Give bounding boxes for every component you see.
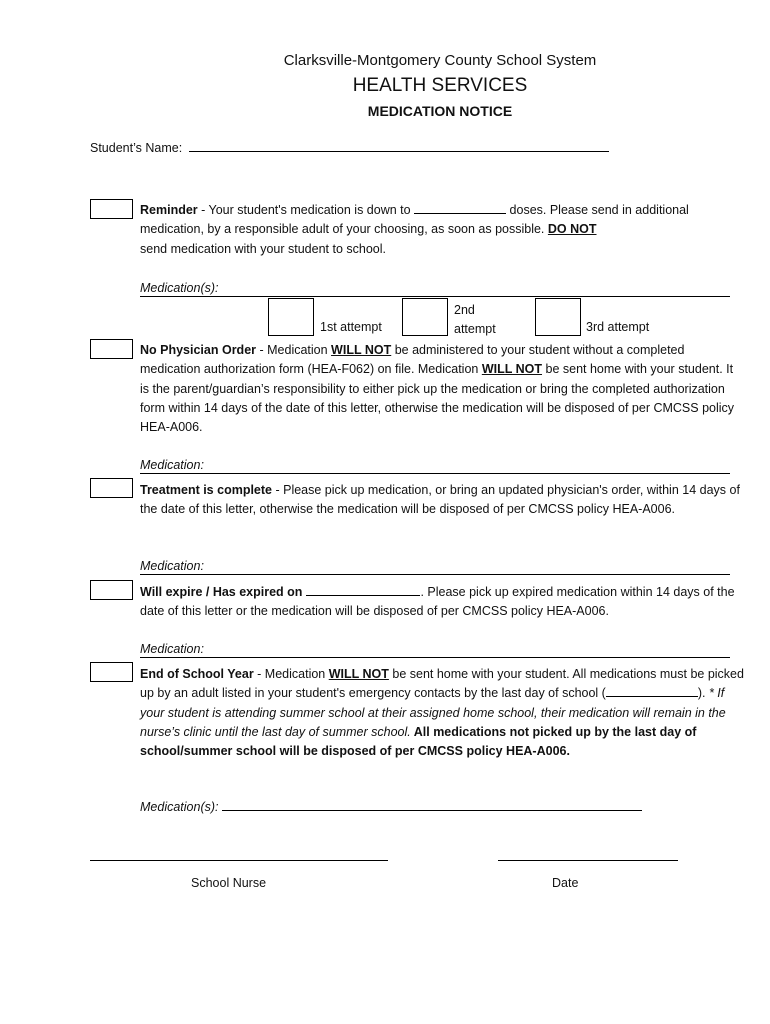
- date-label: Date: [552, 876, 579, 890]
- reminder-label: Reminder: [140, 203, 198, 217]
- treatment-medication-line[interactable]: Medication:: [140, 559, 730, 575]
- do-not-text: DO NOT: [547, 222, 597, 237]
- expire-medication-line[interactable]: Medication:: [140, 642, 730, 658]
- department-title: HEALTH SERVICES: [352, 75, 528, 96]
- treatment-checkbox[interactable]: [90, 478, 132, 498]
- no-physician-label: No Physician Order: [140, 343, 257, 357]
- end-year-medication-field[interactable]: [222, 810, 642, 811]
- school-nurse-label: School Nurse: [191, 876, 267, 890]
- expire-checkbox[interactable]: [90, 580, 132, 600]
- end-year-checkbox[interactable]: [90, 662, 132, 682]
- attempt-1-box[interactable]: [268, 298, 314, 336]
- treatment-label: Treatment is complete: [140, 483, 272, 497]
- end-year-label: End of School Year: [140, 667, 254, 681]
- reminder-paragraph: Reminder - Your student's medication is down to doses. Please send in additional medication, by a responsible adult of your choosing, as soon as possible. DO NOT send medication with your student to school.: [140, 203, 689, 256]
- attempt-2-box[interactable]: [402, 298, 448, 336]
- treatment-paragraph: Treatment is complete - Please pick up medication, or bring an updated physician's order, within 14 days of the date of this letter, otherwise the medication will be disposed of per CMCSS policy HEA-A006.: [140, 483, 740, 517]
- student-name-row: [90, 141, 609, 155]
- attempt-2-label: 2nd attempt: [454, 303, 496, 336]
- last-day-blank[interactable]: [606, 696, 698, 697]
- attempt-3-label: 3rd attempt: [586, 320, 650, 334]
- end-year-paragraph: End of School Year - Medication WILL NOT be sent home with your student. All medications must be picked up by an adult listed in your student's emergency contacts by the last day of school ( ). * If your student is attending summer school at their assigned home school, their medication will remain in the nurse’s clinic until the last day of summer school. All medications not picked up by the last day of school/summer school will be disposed of per CMCSS policy HEA-A006.: [140, 667, 744, 759]
- reminder-checkbox[interactable]: [90, 199, 132, 219]
- student-name-field[interactable]: [189, 151, 609, 152]
- attempt-1-label: 1st attempt: [320, 320, 382, 334]
- attempt-3-box[interactable]: [535, 298, 581, 336]
- end-year-medication-row: [140, 800, 642, 814]
- no-physician-paragraph: No Physician Order - Medication WILL NOT be administered to your student without a completed medication authorization form (HEA-F062) on file. Medication WILL NOT be sent home with your student. It is the parent/guardian’s responsibility to either pick up the medication or bring the completed authorization form within 14 days of the date of this letter, otherwise the medication will be disposed of per CMCSS policy HEA-A006.: [140, 343, 735, 435]
- expire-date-blank[interactable]: [306, 595, 420, 596]
- no-physician-medication-line[interactable]: Medication:: [140, 458, 730, 474]
- student-name-label: Student’s Name:: [90, 141, 183, 155]
- notice-title: MEDICATION NOTICE: [367, 103, 513, 119]
- expire-paragraph: Will expire / Has expired on . Please pick up expired medication within 14 days of the date of this letter or the medication will be disposed of per CMCSS policy HEA-A006.: [140, 585, 735, 619]
- no-physician-checkbox[interactable]: [90, 339, 132, 359]
- reminder-medication-line[interactable]: Medication(s):: [140, 281, 730, 297]
- expire-label: Will expire / Has expired on: [140, 585, 303, 599]
- doses-blank[interactable]: [414, 213, 506, 214]
- organization-title: Clarksville-Montgomery County School System: [283, 52, 597, 69]
- end-year-medication-label: Medication(s):: [140, 800, 219, 814]
- nurse-signature-line[interactable]: [90, 860, 388, 861]
- date-signature-line[interactable]: [498, 860, 678, 861]
